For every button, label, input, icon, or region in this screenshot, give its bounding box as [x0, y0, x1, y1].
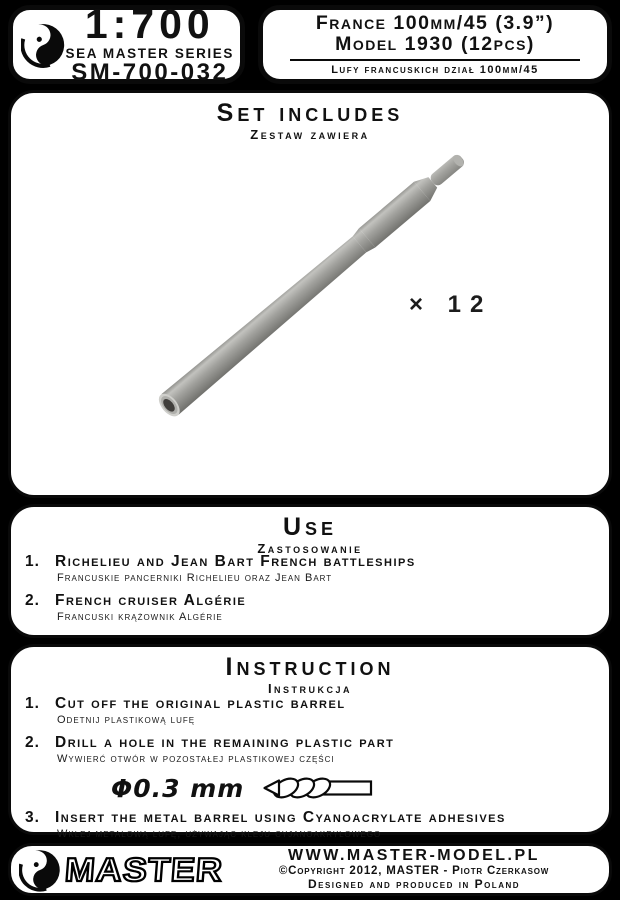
item-text-en: French cruiser Algérie	[55, 592, 247, 609]
master-spiral-logo	[19, 848, 61, 892]
instruction-subtitle: Instrukcja	[267, 681, 353, 697]
step-number: 2.	[25, 734, 40, 751]
list-item	[25, 734, 599, 766]
step-text-pl: Odetnij plastikową lufę	[57, 713, 196, 726]
list-item	[25, 809, 599, 841]
set-includes-section	[8, 90, 612, 498]
step-number: 3.	[25, 809, 40, 826]
website-url: WWW.MASTER-MODEL.PL	[288, 847, 540, 865]
step-text-en: Insert the metal barrel using Cyanoacrylate adhesives	[55, 809, 506, 826]
instruction-section	[8, 644, 612, 840]
master-spiral-logo	[21, 13, 66, 77]
series-label: SEA MASTER SERIES	[65, 45, 234, 61]
instruction-title: Instruction	[225, 653, 395, 681]
copyright-text: ©Copyright 2012, MASTER - Piotr Czerkasow	[278, 865, 550, 878]
item-number: 2.	[25, 592, 40, 609]
step-text-en: Drill a hole in the remaining plastic part	[55, 734, 395, 751]
step-text-pl: Wklej metalową lufę, używając kleju cyjanoakrylowego	[57, 827, 382, 840]
item-text-en: Richelieu and Jean Bart French battleships	[55, 553, 416, 570]
use-list	[25, 553, 599, 631]
product-code: SM-700-032	[71, 59, 229, 87]
item-text-pl: Francuski krążownik Algérie	[57, 610, 223, 623]
list-item	[25, 592, 599, 624]
use-subtitle: Zastosowanie	[257, 541, 363, 557]
drill-spec-row	[111, 773, 599, 803]
gun-barrel-image	[11, 93, 609, 495]
title-divider	[290, 59, 580, 61]
origin-text: Designed and produced in Poland	[307, 877, 521, 892]
product-subtitle-pl: Lufy francuskich dział 100mm/45	[331, 64, 539, 77]
product-title-panel	[258, 5, 612, 84]
footer-panel	[8, 843, 612, 896]
set-includes-title: Set includes	[216, 99, 404, 127]
product-title-line2: Model 1930 (12pcs)	[335, 33, 535, 55]
product-title-line1: France 100mm/45 (3.9”)	[315, 11, 555, 34]
scale-label: 1:700	[84, 0, 215, 47]
step-text-en: Cut off the original plastic barrel	[55, 695, 346, 712]
step-number: 1.	[25, 695, 40, 712]
brand-panel	[8, 0, 245, 87]
item-number: 1.	[25, 553, 40, 570]
brand-wordmark: MASTER	[63, 850, 225, 888]
item-text-pl: Francuskie pancerniki Richelieu oraz Jean Bart	[57, 571, 333, 584]
list-item	[25, 553, 599, 585]
list-item	[25, 695, 599, 727]
instruction-list	[25, 695, 599, 848]
use-section	[8, 504, 612, 638]
drill-bit-icon	[262, 776, 374, 800]
use-title: Use	[282, 513, 338, 541]
quantity-label: × 12	[409, 291, 493, 318]
set-includes-subtitle: Zestaw zawiera	[250, 127, 370, 143]
drill-diameter-label: Φ0.3 mm	[111, 773, 245, 803]
step-text-pl: Wywierć otwór w pozostałej plastikowej części	[57, 752, 335, 765]
